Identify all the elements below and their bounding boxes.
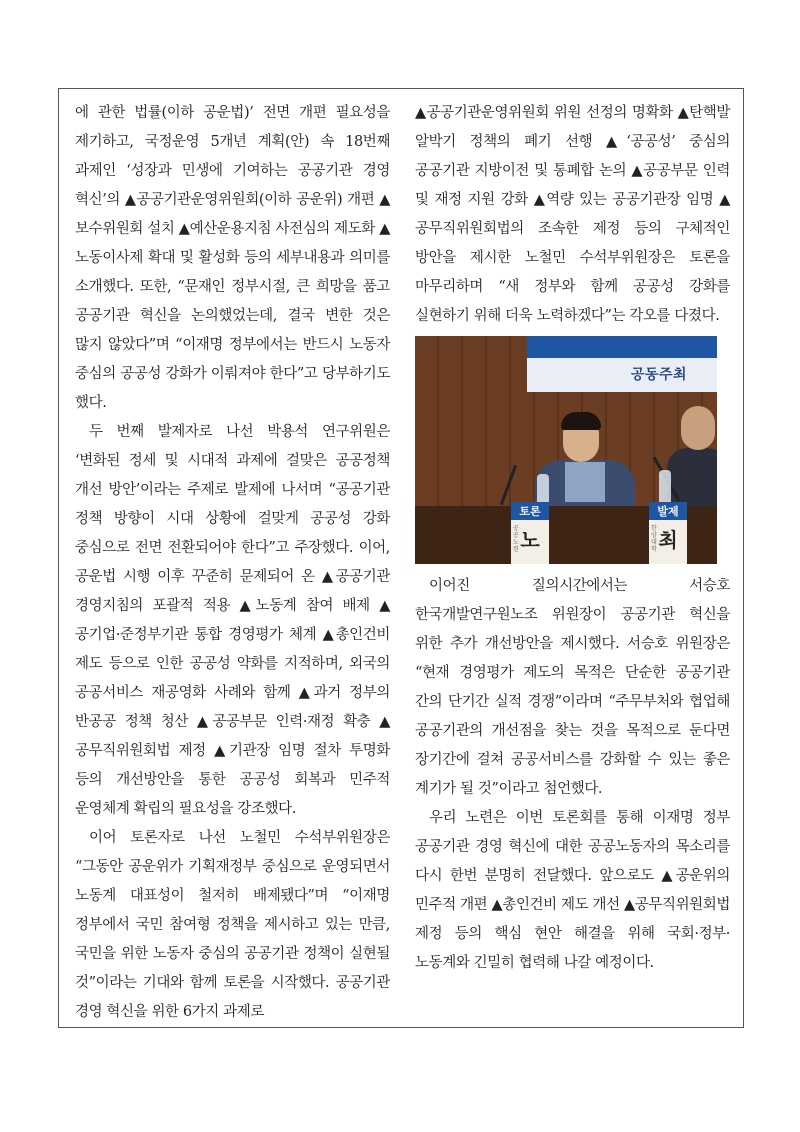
right-column bbox=[415, 99, 730, 978]
paragraph: 이어진 질의시간에서는 서승호 한국개발연구원노조 위원장이 공공기관 혁신을 위한 추가 개선방안을 제시했다. 서승호 위원장은 “현재 경영평가 제도의 목적은 단순한 공공기관 간의 단기간 실적 경쟁”이라며 “주무부처와 협업해 공공기관의 개선점을 찾는 것을 목적으로 둔다면 장기간에 걸쳐 공공서비스를 강화할 수 있는 좋은 계기가 될 것”이라고 첨언했다. bbox=[415, 578, 730, 797]
nameplate-affiliation: 한양대학 bbox=[651, 526, 657, 553]
paragraph: 에 관한 법률(이하 공운법)’ 전면 개편 필요성을 제기하고, 국정운영 5개년 계획(안) 속 18번째 과제인 ‘성장과 민생에 기여하는 공공기관 경영 혁신’의 ▲공공기관운영위원회(이하 공운위) 개편 ▲보수위원회 설치 ▲예산운용지침 사전심의 제도화 ▲노동이사제 확대 및 활성화 등의 세부내용과 의미를 소개했다. 또한, “문재인 정부시절, 큰 희망을 품고 공공기관 혁신을 논의했었는데, 결국 변한 것은 많지 않았다”며 “이재명 정부에서는 반드시 노동자 중심의 공공성 강화가 이뤄져야 한다”고 당부하기도 했다. bbox=[75, 105, 390, 411]
nameplate-affiliation: 공공노련 bbox=[513, 526, 519, 553]
event-photo bbox=[415, 336, 717, 564]
paragraph: ▲공공기관운영위원회 위원 선정의 명확화 ▲탄핵발 알박기 정책의 폐기 선행 ▲‘공공성’ 중심의 공공기관 지방이전 및 통폐합 논의 ▲공공부문 인력 및 재정 지원 강화 ▲역량 있는 공공기관장 임명 ▲공무직위원회법의 조속한 제정 등의 구체적인 방안을 제시한 노철민 수석부위원장은 토론을 마무리하며 “새 정부와 함께 공공성 강화를 실현하기 위해 더욱 노력하겠다”는 각오를 다졌다. bbox=[415, 105, 730, 324]
paragraph: 두 번째 발제자로 나선 박용석 연구위원은 ‘변화된 정세 및 시대적 과제에 걸맞은 공공정책 개선 방안’이라는 주제로 발제에 나서며 “공공기관 정책 방향이 시대 상황에 걸맞게 공공성 강화 중심으로 전면 전환되어야 한다”고 주장했다. 이어, 공운법 시행 이후 꾸준히 문제되어 온 ▲공공기관 경영지침의 포괄적 적용 ▲노동계 참여 배제 ▲공기업·준정부기관 통합 경영평가 체계 ▲총인건비 제도 등으로 인한 공공성 약화를 지적하며, 외국의 공공서비스 재공영화 사례와 함께 ▲과거 정부의 반공공 정책 청산 ▲공공부문 인력·재정 확충 ▲공무직위원회법 제정 ▲기관장 임명 절차 투명화 등의 개선방안을 통한 공공성 회복과 민주적 운영체계 확립의 필요성을 강조했다. bbox=[75, 424, 390, 817]
article-frame bbox=[58, 88, 744, 1028]
water-bottle bbox=[659, 470, 671, 504]
nameplate bbox=[511, 502, 549, 564]
nameplate-name: 노 bbox=[520, 530, 540, 552]
paragraph: 이어 토론자로 나선 노철민 수석부위원장은 “그동안 공운위가 기획재정부 중심으로 운영되면서 노동계 대표성이 철저히 배제됐다”며 “이재명 정부에서 국민 참여형 정책을 제시하고 있는 만큼, 국민을 위한 노동자 중심의 공공기관 정책이 실현될 것”이라는 기대와 함께 토론을 시작했다. 공공기관 경영 혁신을 위한 6가지 과제로 bbox=[75, 830, 390, 1020]
left-column bbox=[75, 99, 390, 1027]
nameplate-role: 토론 bbox=[519, 506, 541, 518]
nameplate-role: 발제 bbox=[657, 506, 679, 518]
banner-strip bbox=[527, 358, 717, 392]
paragraph: 우리 노련은 이번 토론회를 통해 이재명 정부 공공기관 경영 혁신에 대한 공공노동자의 목소리를 다시 한번 분명히 전달했다. 앞으로도 ▲공운위의 민주적 개편 ▲총인건비 제도 개선 ▲공무직위원회법 제정 등의 핵심 현안 해결을 위해 국회·정부·노동계와 긴밀히 협력해 나갈 예정이다. bbox=[415, 810, 730, 971]
nameplate-name: 최 bbox=[658, 530, 678, 552]
nameplate bbox=[649, 502, 687, 564]
banner-text: 공동주최 bbox=[630, 366, 687, 382]
